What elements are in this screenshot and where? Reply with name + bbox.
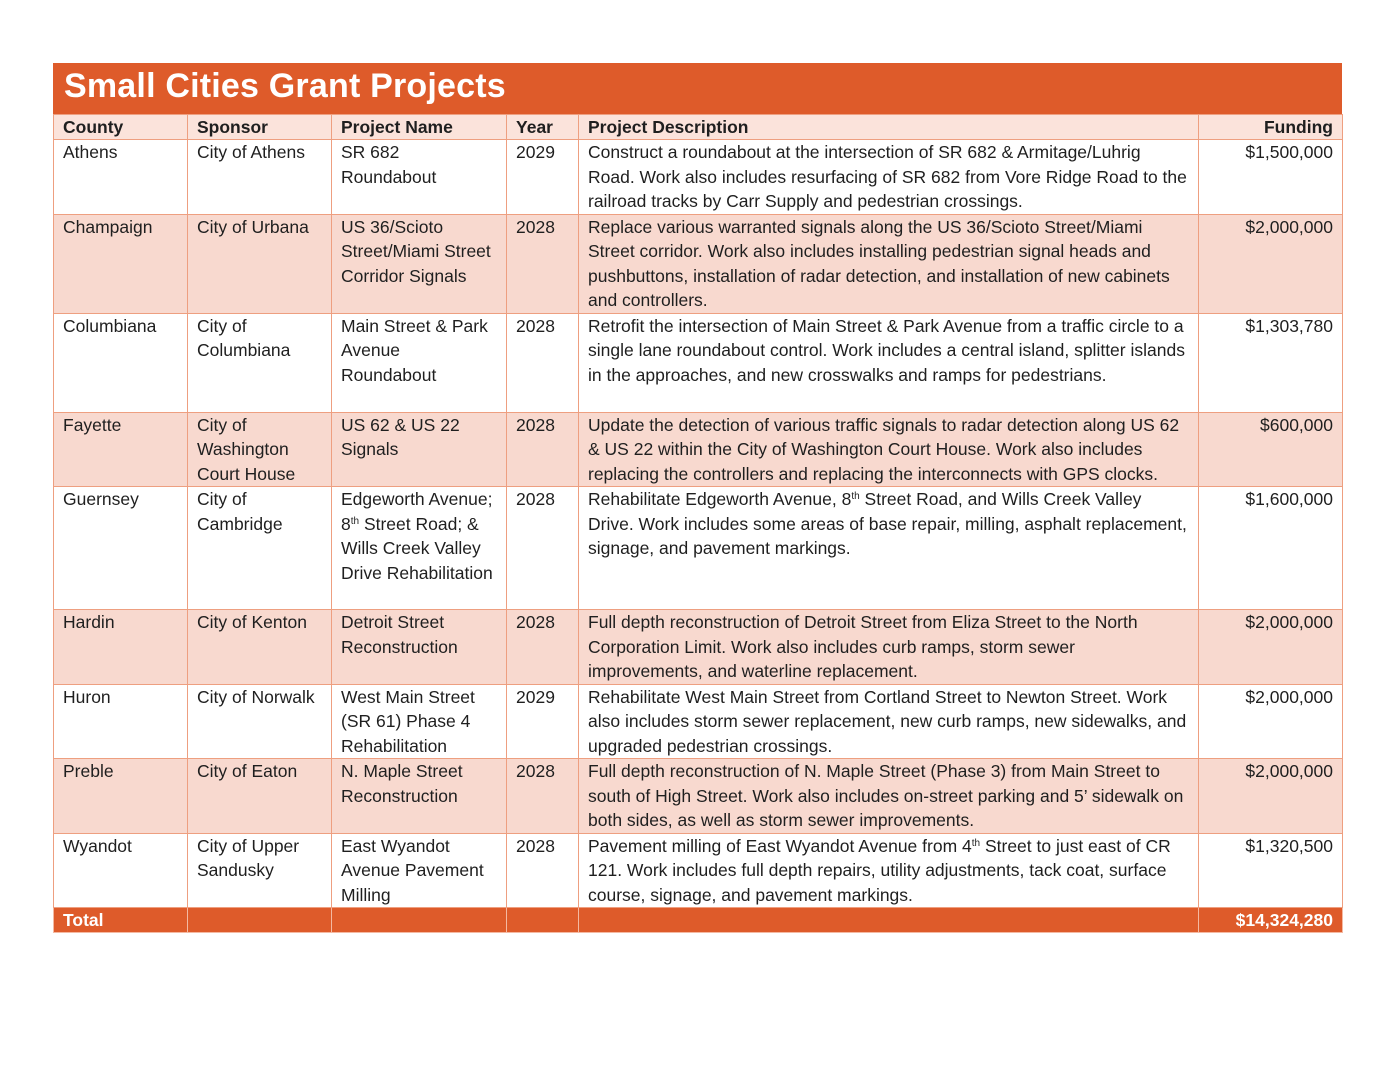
sponsor-cell: City of Columbiana xyxy=(188,313,332,412)
county-cell: Huron xyxy=(54,684,188,759)
table-row xyxy=(54,313,1343,412)
sponsor-cell: City of Athens xyxy=(188,140,332,215)
project-cell: N. Maple Street Reconstruction xyxy=(332,759,507,834)
total-funding: $14,324,280 xyxy=(1199,908,1343,933)
funding-cell: $2,000,000 xyxy=(1199,684,1343,759)
description-cell: Construct a roundabout at the intersection of SR 682 & Armitage/Luhrig Road. Work also includes resurfacing of SR 682 from Vore Ridge Road to the railroad tracks by Carr Supply and pedestrian crossings. xyxy=(579,140,1199,215)
project-cell: Detroit Street Reconstruction xyxy=(332,610,507,685)
year-cell: 2029 xyxy=(507,684,579,759)
project-cell: Edgeworth Avenue; 8th Street Road; & Wills Creek Valley Drive Rehabilitation xyxy=(332,487,507,610)
year-cell: 2028 xyxy=(507,610,579,685)
year-cell: 2029 xyxy=(507,140,579,215)
total-row xyxy=(54,908,1343,933)
description-cell: Full depth reconstruction of Detroit Street from Eliza Street to the North Corporation Limit. Work also includes curb ramps, storm sewer improvements, and waterline replacement. xyxy=(579,610,1199,685)
description-cell: Rehabilitate Edgeworth Avenue, 8th Street Road, and Wills Creek Valley Drive. Work includes some areas of base repair, milling, asphalt replacement, signage, and pavement markings. xyxy=(579,487,1199,610)
funding-cell: $1,600,000 xyxy=(1199,487,1343,610)
county-cell: Hardin xyxy=(54,610,188,685)
county-cell: Wyandot xyxy=(54,833,188,908)
header-funding: Funding xyxy=(1199,115,1343,140)
funding-cell: $600,000 xyxy=(1199,412,1343,487)
total-empty-cell xyxy=(332,908,507,933)
table-row xyxy=(54,610,1343,685)
county-cell: Athens xyxy=(54,140,188,215)
sponsor-cell: City of Cambridge xyxy=(188,487,332,610)
description-cell: Update the detection of various traffic signals to radar detection along US 62 & US 22 within the City of Washington Court House. Work also includes replacing the controllers and replacing the interconnects with GPS clocks. xyxy=(579,412,1199,487)
table-row xyxy=(54,833,1343,908)
project-cell: East Wyandot Avenue Pavement Milling xyxy=(332,833,507,908)
header-sponsor: Sponsor xyxy=(188,115,332,140)
year-cell: 2028 xyxy=(507,214,579,313)
project-cell: Main Street & Park Avenue Roundabout xyxy=(332,313,507,412)
funding-cell: $2,000,000 xyxy=(1199,610,1343,685)
sponsor-cell: City of Upper Sandusky xyxy=(188,833,332,908)
year-cell: 2028 xyxy=(507,313,579,412)
header-project-name: Project Name xyxy=(332,115,507,140)
table-row xyxy=(54,759,1343,834)
total-empty-cell xyxy=(188,908,332,933)
projects-table xyxy=(53,114,1343,933)
year-cell: 2028 xyxy=(507,833,579,908)
funding-cell: $2,000,000 xyxy=(1199,214,1343,313)
county-cell: Columbiana xyxy=(54,313,188,412)
table-row xyxy=(54,412,1343,487)
description-cell: Retrofit the intersection of Main Street & Park Avenue from a traffic circle to a single lane roundabout control. Work includes a central island, splitter islands in the approaches, and new crosswalks and ramps for pedestrians. xyxy=(579,313,1199,412)
sponsor-cell: City of Urbana xyxy=(188,214,332,313)
total-label: Total xyxy=(54,908,188,933)
funding-cell: $2,000,000 xyxy=(1199,759,1343,834)
description-cell: Pavement milling of East Wyandot Avenue from 4th Street to just east of CR 121. Work includes full depth repairs, utility adjustments, tack coat, surface course, signage, and pavement markings. xyxy=(579,833,1199,908)
total-empty-cell xyxy=(507,908,579,933)
table-row xyxy=(54,214,1343,313)
table-title: Small Cities Grant Projects xyxy=(53,63,1342,114)
project-cell: West Main Street (SR 61) Phase 4 Rehabilitation xyxy=(332,684,507,759)
sponsor-cell: City of Kenton xyxy=(188,610,332,685)
year-cell: 2028 xyxy=(507,412,579,487)
county-cell: Guernsey xyxy=(54,487,188,610)
year-cell: 2028 xyxy=(507,759,579,834)
sponsor-cell: City of Washington Court House xyxy=(188,412,332,487)
year-cell: 2028 xyxy=(507,487,579,610)
county-cell: Preble xyxy=(54,759,188,834)
header-description: Project Description xyxy=(579,115,1199,140)
grant-projects-sheet xyxy=(53,63,1342,933)
total-empty-cell xyxy=(579,908,1199,933)
sponsor-cell: City of Eaton xyxy=(188,759,332,834)
project-cell: US 62 & US 22 Signals xyxy=(332,412,507,487)
project-cell: US 36/Scioto Street/Miami Street Corridor Signals xyxy=(332,214,507,313)
description-cell: Rehabilitate West Main Street from Cortland Street to Newton Street. Work also includes storm sewer replacement, new curb ramps, new sidewalks, and upgraded pedestrian crossings. xyxy=(579,684,1199,759)
table-row xyxy=(54,140,1343,215)
header-county: County xyxy=(54,115,188,140)
county-cell: Fayette xyxy=(54,412,188,487)
funding-cell: $1,303,780 xyxy=(1199,313,1343,412)
table-row xyxy=(54,487,1343,610)
project-cell: SR 682 Roundabout xyxy=(332,140,507,215)
county-cell: Champaign xyxy=(54,214,188,313)
description-cell: Replace various warranted signals along the US 36/Scioto Street/Miami Street corridor. Work also includes installing pedestrian signal heads and pushbuttons, installation of radar detection, and installation of new cabinets and controllers. xyxy=(579,214,1199,313)
funding-cell: $1,320,500 xyxy=(1199,833,1343,908)
description-cell: Full depth reconstruction of N. Maple Street (Phase 3) from Main Street to south of High Street. Work also includes on-street parking and 5’ sidewalk on both sides, as well as storm sewer improvements. xyxy=(579,759,1199,834)
funding-cell: $1,500,000 xyxy=(1199,140,1343,215)
table-row xyxy=(54,684,1343,759)
header-year: Year xyxy=(507,115,579,140)
sponsor-cell: City of Norwalk xyxy=(188,684,332,759)
header-row xyxy=(54,115,1343,140)
